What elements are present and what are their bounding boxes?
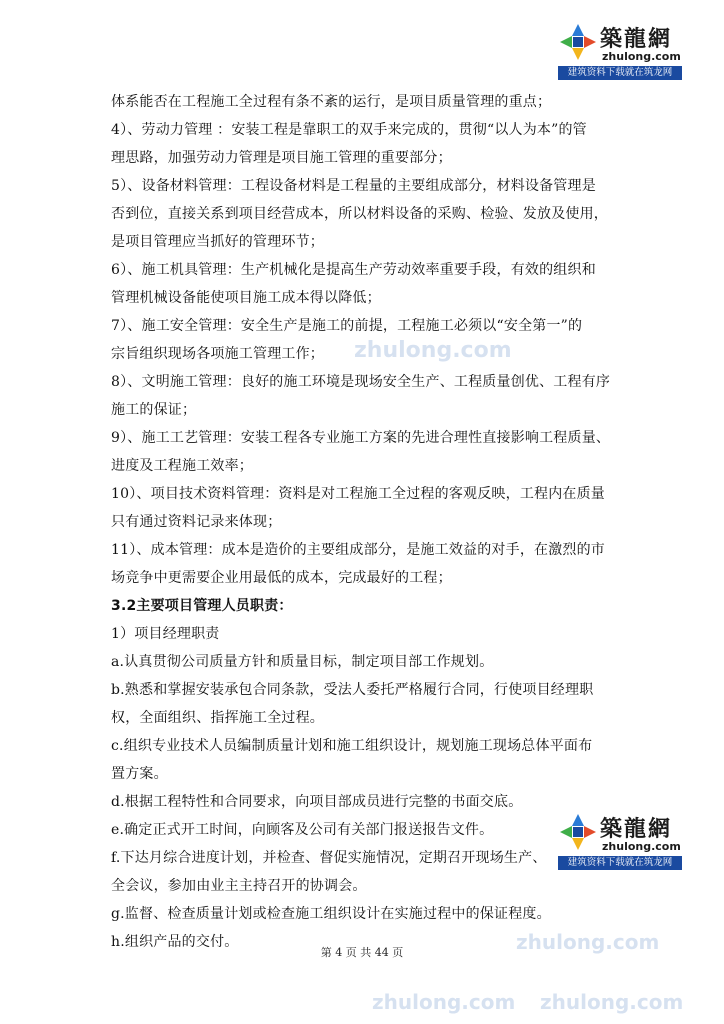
text-line: 权，全面组织、指挥施工全过程。 <box>111 710 324 726</box>
text-line: a.认真贯彻公司质量方针和质量目标，制定项目部工作规划。 <box>111 654 494 670</box>
text-line: 施工的保证； <box>111 402 197 418</box>
text-line: d.根据工程特性和合同要求，向项目部成员进行完整的书面交底。 <box>111 794 523 810</box>
text-line: 进度及工程施工效率； <box>111 458 253 474</box>
text-line: 否到位，直接关系到项目经营成本，所以材料设备的采购、检验、发放及使用， <box>111 206 608 222</box>
watermark-text: zhulong.com <box>516 930 660 954</box>
logo-domain: zhulong.com <box>602 50 681 63</box>
logo-domain: zhulong.com <box>602 840 681 853</box>
text-line: 8）、文明施工管理：良好的施工环境是现场安全生产、工程质量创优、工程有序 <box>111 374 611 390</box>
text-line: 置方案。 <box>111 766 168 782</box>
logo-tagline: 建筑资料下载就在筑龙网 <box>558 856 682 870</box>
text-line: 是项目管理应当抓好的管理环节； <box>111 234 324 250</box>
text-line: 体系能否在工程施工全过程有条不紊的运行，是项目质量管理的重点； <box>111 94 552 110</box>
text-line: 只有通过资料记录来体现； <box>111 514 282 530</box>
text-line: 11）、成本管理：成本是造价的主要组成部分，是施工效益的对手，在激烈的市 <box>111 542 606 558</box>
text-line: 4）、劳动力管理 ：安装工程是靠职工的双手来完成的，贯彻“以人为本”的管 <box>111 122 587 138</box>
logo-name: 築龍網 <box>600 816 673 842</box>
text-line: 场竞争中更需要企业用最低的成本，完成最好的工程； <box>111 570 452 586</box>
text-line: g.监督、检查质量计划或检查施工组织设计在实施过程中的保证程度。 <box>111 906 551 922</box>
text-line: e.确定正式开工时间，向顾客及公司有关部门报送报告文件。 <box>111 822 494 838</box>
logo-name: 築龍網 <box>600 26 673 52</box>
text-line: 9）、施工工艺管理：安装工程各专业施工方案的先进合理性直接影响工程质量、 <box>111 430 611 446</box>
text-line: b.熟悉和掌握安装承包合同条款，受法人委托严格履行合同，行使项目经理职 <box>111 682 594 698</box>
text-line: h.组织产品的交付。 <box>111 934 239 950</box>
logo-tagline: 建筑资料下载就在筑龙网 <box>558 66 682 80</box>
watermark-text: zhulong.com <box>372 990 516 1014</box>
text-line: f.下达月综合进度计划，并检查、督促实施情况，定期召开现场生产、 <box>111 850 547 866</box>
document-body <box>111 88 631 956</box>
text-line: 10）、项目技术资料管理：资料是对工程施工全过程的客观反映，工程内在质量 <box>111 486 606 502</box>
text-line: 全会议，参加由业主主持召开的协调会。 <box>111 878 367 894</box>
text-line: 宗旨组织现场各项施工管理工作； <box>111 346 324 362</box>
watermark-text: zhulong.com <box>540 990 684 1014</box>
section-heading: 3.2主要项目管理人员职责： <box>111 598 293 614</box>
watermark-text: zhulong.com <box>354 338 512 363</box>
text-line: 1）项目经理职责 <box>111 626 220 642</box>
zhulong-logo <box>556 18 682 82</box>
text-line: 管理机械设备能使项目施工成本得以降低； <box>111 290 381 306</box>
page-footer: 第 4 页 共 44 页 <box>320 946 404 959</box>
text-line: 7）、施工安全管理：安全生产是施工的前提，工程施工必须以“安全第一”的 <box>111 318 583 334</box>
snowflake-icon <box>558 22 598 62</box>
text-line: 5）、设备材料管理：工程设备材料是工程量的主要组成部分，材料设备管理是 <box>111 178 596 194</box>
text-line: c.组织专业技术人员编制质量计划和施工组织设计，规划施工现场总体平面布 <box>111 738 593 754</box>
text-line: 理思路，加强劳动力管理是项目施工管理的重要部分； <box>111 150 452 166</box>
text-line: 6）、施工机具管理：生产机械化是提高生产劳动效率重要手段，有效的组织和 <box>111 262 596 278</box>
